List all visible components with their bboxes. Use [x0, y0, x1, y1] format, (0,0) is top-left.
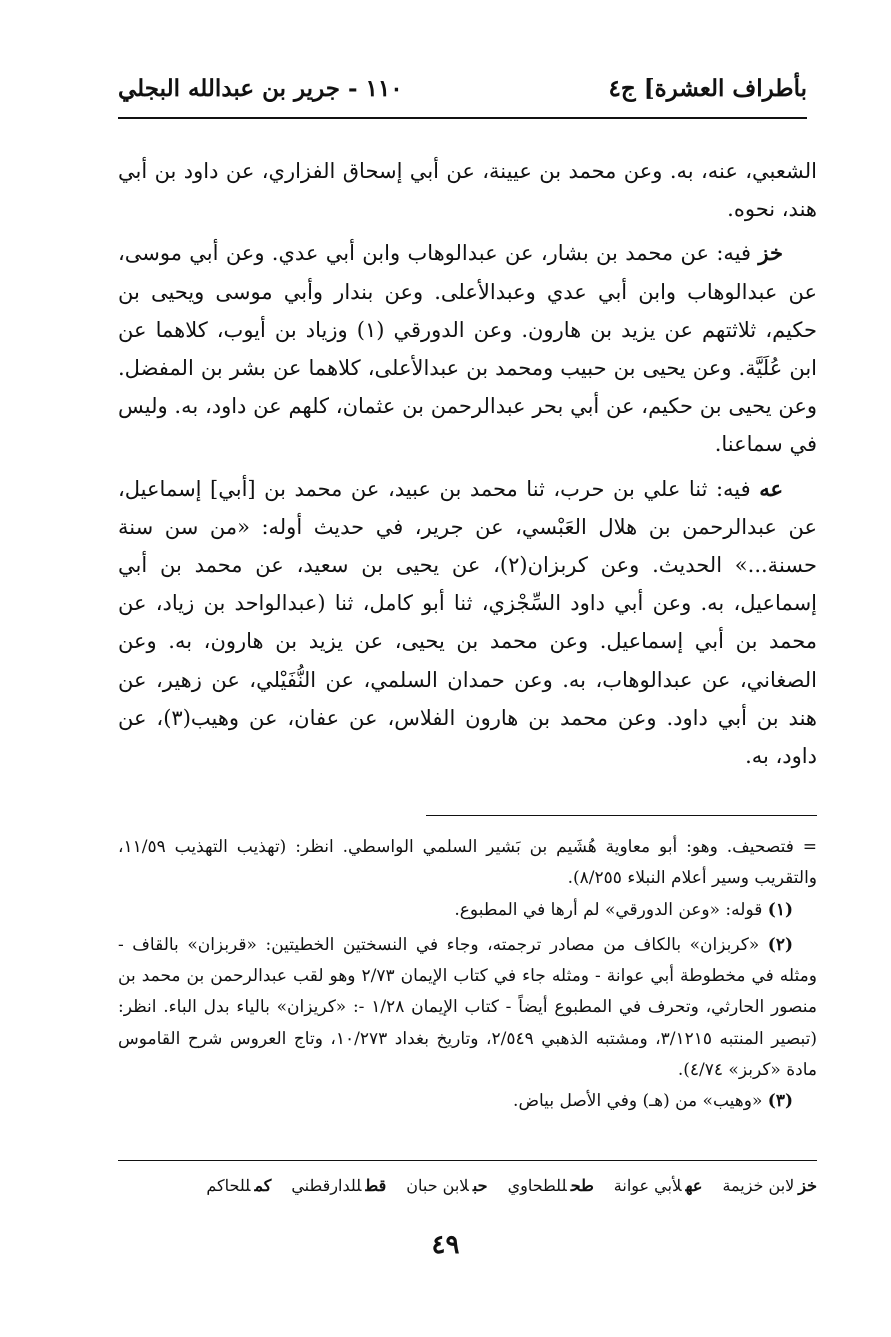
footnote-2-text: «كربزان» بالكاف من مصادر ترجمته، وجاء في النسختين الخطيتين: «قربزان» بالقاف - ومثله في مخطوطة أبي عوانة - ومثله جاء في كتاب الإيمان ٢/٧٣ وهو لقب عبدالرحمن بن محمد بن منصور الحارثي، وتحرف في المطبوع أيضاً - كتاب الإيمان ١/٢٨ -: «كريزان» بالياء بدل الباء. انظر: (تبصير المنتبه ٣/١٢١٥، ومشتبه الذهبي ٢/٥٤٩، وتاريخ بغداد ١٠/٢٧٣، وتاج العروس شرح القاموس مادة «كربز» ٤/٧٤).: [118, 934, 817, 1081]
legend-code: قط: [365, 1176, 387, 1195]
main-text: [118, 152, 817, 775]
legend-code: طح: [570, 1176, 594, 1195]
legend-code: عه: [685, 1176, 703, 1195]
legend-divider: [118, 1160, 817, 1161]
source-symbol-ah: عه: [759, 475, 783, 501]
legend-item: [406, 1176, 487, 1195]
page-number: ٤٩: [431, 1230, 460, 1260]
paragraph-abu-awana-text: فيه: ثنا علي بن حرب، ثنا محمد بن عبيد، عن محمد بن [أبي] إسماعيل، عن عبدالرحمن بن هلال العَبْسي، عن جرير، في حديث أوله: «من سن سنة حسنة...» الحديث. وعن كربزان(٢)، عن يحيى بن سعيد، عن محمد بن أبي إسماعيل، به. وعن أبي داود السِّجْزي، ثنا أبو كامل، ثنا (عبدالواحد بن زياد، عن محمد بن أبي إسماعيل. وعن محمد بن يحيى، عن يزيد بن هارون، به. وعن الصغاني، عن عبدالوهاب، به. وعن حمدان السلمي، عن النُّفَيْلي، عن زهير، عن هند بن أبي داود. وعن محمد بن هارون الفلاس، عن عفان، عن وهيب(٣)، عن داود، به.: [118, 476, 817, 769]
footnote-divider: [426, 815, 817, 816]
running-header: [118, 70, 807, 106]
footnotes: [118, 832, 817, 1118]
legend-code: كم: [254, 1176, 272, 1195]
paragraph-continuation: الشعبي، عنه، به. وعن محمد بن عيينة، عن أبي إسحاق الفزاري، عن داود بن أبي هند، نحوه.: [118, 159, 817, 222]
legend-label: لابن خزيمة: [722, 1176, 795, 1195]
paragraph-abu-awana: [118, 470, 817, 776]
legend-label: لأبي عوانة: [613, 1176, 682, 1195]
footnote-2: [118, 930, 817, 1086]
paragraph-ibn-khuzayma-text: فيه: عن محمد بن بشار، عن عبدالوهاب وابن أبي عدي. وعن أبي موسى، عن عبدالوهاب وابن أبي عدي وعبدالأعلى. وعن بندار وأبي موسى ويحيى بن حكيم، ثلاثتهم عن يزيد بن هارون. وعن الدورقي (١) وزياد بن أيوب، كلاهما عن ابن عُلَيَّة. وعن يحيى بن حبيب ومحمد بن عبدالأعلى، كلاهما عن بشر بن المفضل. وعن يحيى بن حكيم، عن أبي بحر عبدالرحمن بن عثمان، كلهم عن داود، به. وليس في سماعنا.: [118, 241, 817, 457]
legend-label: للطحاوي: [507, 1176, 567, 1195]
legend-item: [508, 1176, 594, 1195]
legend-code: حب: [472, 1176, 488, 1195]
legend-item: [291, 1176, 386, 1195]
footnote-3-number: (٣): [767, 1091, 793, 1112]
paragraph-ibn-khuzayma: [118, 234, 817, 463]
header-entry-title: ١١٠ - جرير بن عبدالله البجلي: [118, 74, 403, 102]
legend-code: خز: [798, 1176, 817, 1195]
footnote-3: [118, 1086, 817, 1117]
header-book-title: بأطراف العشرة] ج٤: [608, 74, 807, 102]
footnote-1-text: قوله: «وعن الدورقي» لم أرها في المطبوع.: [454, 899, 763, 920]
header-divider: [118, 117, 807, 119]
footnote-1: [118, 895, 817, 926]
legend-item: [722, 1176, 817, 1195]
footnote-3-text: «وهيب» من (هـ) وفي الأصل بياض.: [513, 1091, 763, 1112]
footnote-1-number: (١): [767, 899, 793, 920]
legend-label: للدارقطني: [291, 1176, 362, 1195]
footnote-2-number: (٢): [767, 934, 793, 955]
legend-label: للحاكم: [206, 1176, 251, 1195]
source-symbol-khz: خز: [758, 240, 783, 266]
footnote-continuation: = فتصحيف. وهو: أبو معاوية هُشَيم بن بَشير السلمي الواسطي. انظر: (تهذيب التهذيب ١١/٥٩، والتقريب وسير أعلام النبلاء ٨/٢٥٥).: [118, 837, 817, 889]
legend-item: [206, 1176, 271, 1195]
legend-item: [614, 1176, 703, 1195]
legend-label: لابن حبان: [406, 1176, 469, 1195]
symbol-legend: [118, 1176, 817, 1195]
